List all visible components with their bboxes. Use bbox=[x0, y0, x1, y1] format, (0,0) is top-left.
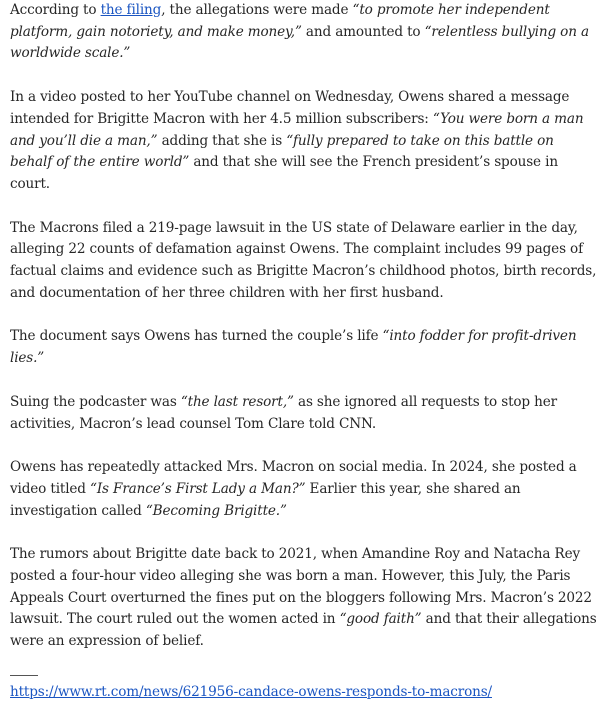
text: and that their allegations were an expression of belief. bbox=[10, 611, 597, 650]
text: Earlier this year, she shared an investigation called bbox=[10, 480, 521, 519]
text: According to bbox=[10, 2, 101, 18]
paragraph-document bbox=[10, 326, 600, 369]
quote: “Is France’s First Lady a Man?” bbox=[90, 480, 306, 497]
quote: “Becoming Brigitte.” bbox=[145, 502, 287, 519]
filing-link[interactable]: the filing bbox=[100, 2, 162, 18]
text: and that she will see the French president’s spouse in court. bbox=[10, 154, 558, 192]
text: Suing the podcaster was bbox=[10, 393, 181, 410]
quote: “fully prepared to take on this battle on behalf of the entire world” bbox=[10, 132, 554, 171]
text: , the allegations were made bbox=[161, 2, 353, 18]
text: and amounted to bbox=[301, 23, 425, 40]
article-body bbox=[10, 0, 600, 704]
text: The Macrons filed a 219-page lawsuit in the US state of Delaware earlier in the day, alleging 22 counts of defamation against Owens. The complaint includes 99 pages of factual claims and evidence such as Brigitte Macron’s childhood photos, birth records, and documentation of her three children with her first husband. bbox=[10, 219, 597, 301]
text: as she ignored all requests to stop her activities, Macron’s lead counsel Tom Clare told CNN. bbox=[10, 393, 557, 432]
paragraph-lawsuit bbox=[10, 218, 600, 305]
source-link[interactable]: https://www.rt.com/news/621956-candace-owens-responds-to-macrons/ bbox=[10, 683, 492, 700]
text: The document says Owens has turned the couple’s life bbox=[10, 328, 383, 345]
paragraph-rumors bbox=[10, 544, 600, 653]
quote: “You were born a man and you’ll die a man,” bbox=[10, 110, 584, 149]
source-line bbox=[10, 682, 600, 704]
quote: “the last resort,” bbox=[180, 393, 294, 410]
paragraph-youtube-video bbox=[10, 87, 600, 196]
paragraph-filing bbox=[10, 0, 600, 65]
text: The rumors about Brigitte date back to 2021, when Amandine Roy and Natacha Rey posted a four-hour video alleging she was born a man. However, this July, the Paris Appeals Court overturned the fines put on the bloggers following Mrs. Macron’s 2022 lawsuit. The court ruled out the women acted in bbox=[10, 546, 592, 628]
text: adding that she is bbox=[157, 132, 287, 149]
paragraph-social-media bbox=[10, 457, 600, 522]
quote: “into fodder for profit-driven lies.” bbox=[10, 328, 577, 367]
text: In a video posted to her YouTube channel on Wednesday, Owens shared a message intended for Brigitte Macron with her 4.5 million subscribers: bbox=[10, 89, 570, 127]
paragraph-last-resort bbox=[10, 392, 600, 435]
text: Owens has repeatedly attacked Mrs. Macron on social media. In 2024, she posted a video titled bbox=[10, 459, 577, 497]
quote: “good faith” bbox=[339, 611, 422, 628]
quote: “to promote her independent platform, gain notoriety, and make money,” bbox=[10, 2, 550, 40]
footnote-divider bbox=[10, 675, 38, 676]
quote: “relentless bullying on a worldwide scale.” bbox=[10, 23, 589, 62]
